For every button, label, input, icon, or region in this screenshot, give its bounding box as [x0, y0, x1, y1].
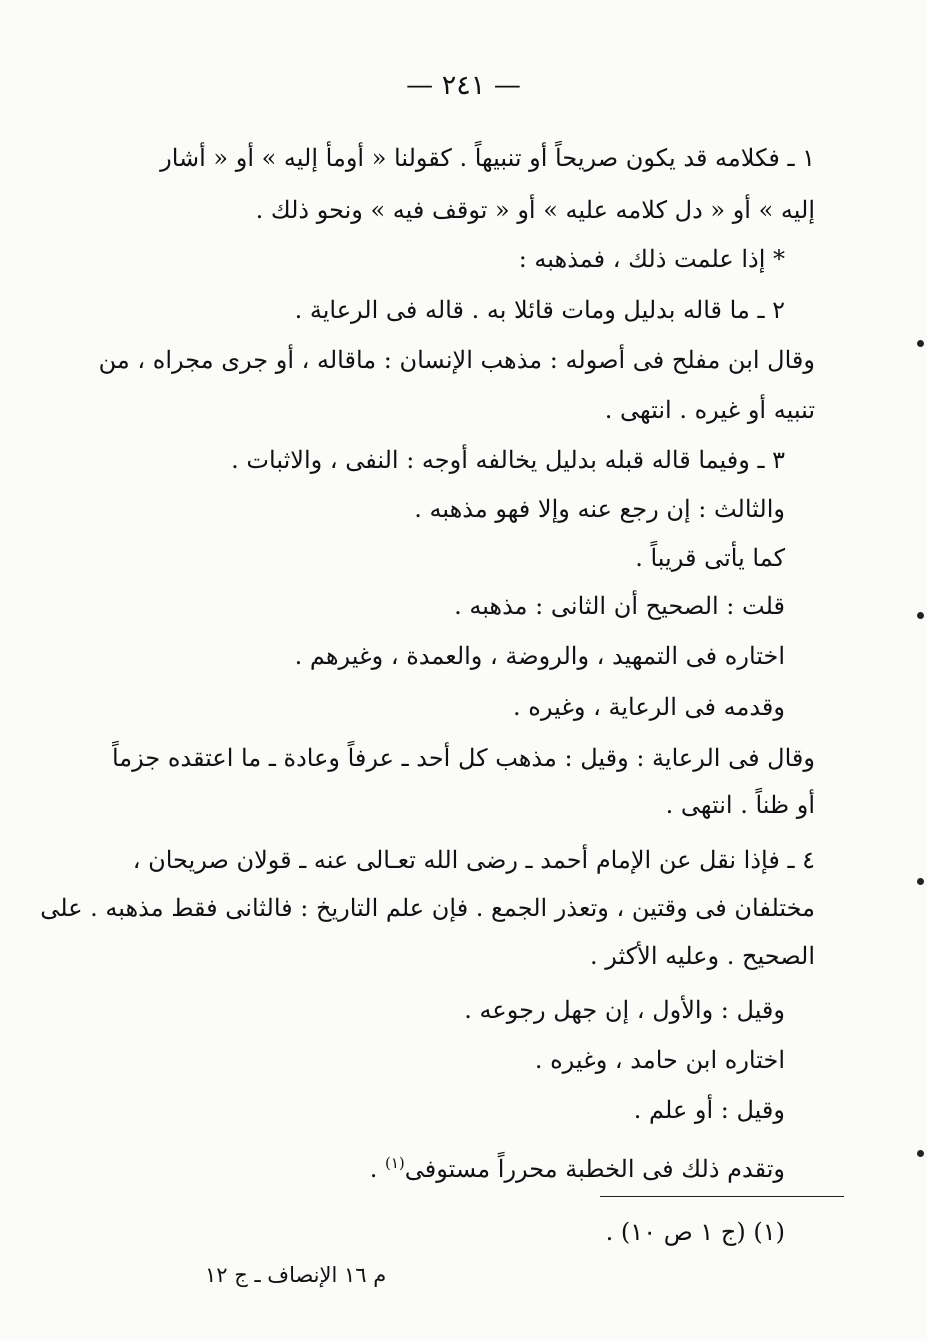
text-line: وقدمه فى الرعاية ، وغيره . [513, 693, 785, 721]
margin-dot [917, 340, 924, 347]
text-segment: وتقدم ذلك فى الخطبة محرراً مستوفى [404, 1155, 785, 1183]
text-line: اختاره فى التمهيد ، والروضة ، والعمدة ، وغيرهم . [294, 642, 785, 670]
text-line: مختلفان فى وقتين ، وتعذر الجمع . فإن علم التاريخ : فالثانى فقط مذهبه . على [40, 894, 815, 922]
text-line: أو ظناً . انتهى . [665, 791, 815, 819]
text-line: اختاره ابن حامد ، وغيره . [534, 1046, 785, 1074]
margin-dot [917, 612, 924, 619]
text-line: وقيل : والأول ، إن جهل رجوعه . [464, 996, 785, 1024]
text-line: ٢ ـ ما قاله بدليل ومات قائلا به . قاله فى الرعاية . [294, 296, 785, 324]
footnote-text: (١) (ج ١ ص ١٠) . [605, 1218, 785, 1246]
text-line: كما يأتى قريباً . [635, 544, 785, 572]
text-segment: . [369, 1155, 385, 1183]
text-line: الصحيح . وعليه الأكثر . [589, 942, 815, 970]
text-line: إليه » أو « دل كلامه عليه » أو « توقف فيه » ونحو ذلك . [255, 196, 815, 224]
margin-dot [917, 878, 924, 885]
text-line: وقيل : أو علم . [633, 1096, 785, 1124]
footnote-separator [600, 1196, 844, 1197]
margin-dot [917, 1150, 924, 1157]
text-line: * إذا علمت ذلك ، فمذهبه : [518, 245, 785, 273]
text-line: ٣ ـ وفيما قاله قبله بدليل يخالفه أوجه : النفى ، والاثبات . [231, 446, 785, 474]
text-line-with-footnote [370, 1145, 785, 1181]
text-line: وقال فى الرعاية : وقيل : مذهب كل أحد ـ عرفاً وعادة ـ ما اعتقده جزماً [111, 744, 815, 772]
text-line: والثالث : إن رجع عنه وإلا فهو مذهبه . [414, 495, 785, 523]
text-line: قلت : الصحيح أن الثانى : مذهبه . [454, 592, 785, 620]
text-line: وقال ابن مفلح فى أصوله : مذهب الإنسان : ماقاله ، أو جرى مجراه ، من [98, 346, 815, 374]
text-line: ٤ ـ فإذا نقل عن الإمام أحمد ـ رضى الله تعـالى عنه ـ قولان صريحان ، [132, 846, 815, 874]
footnote-marker: (١) [385, 1154, 405, 1172]
text-line: تنبيه أو غيره . انتهى . [604, 396, 815, 424]
printer-signature: م ١٦ الإنصاف ـ ج ١٢ [205, 1263, 387, 1287]
page-number: — ٢٤١ — [406, 70, 521, 101]
text-line: ١ ـ فكلامه قد يكون صريحاً أو تنبيهاً . كقولنا « أومأ إليه » أو « أشار [160, 144, 815, 172]
